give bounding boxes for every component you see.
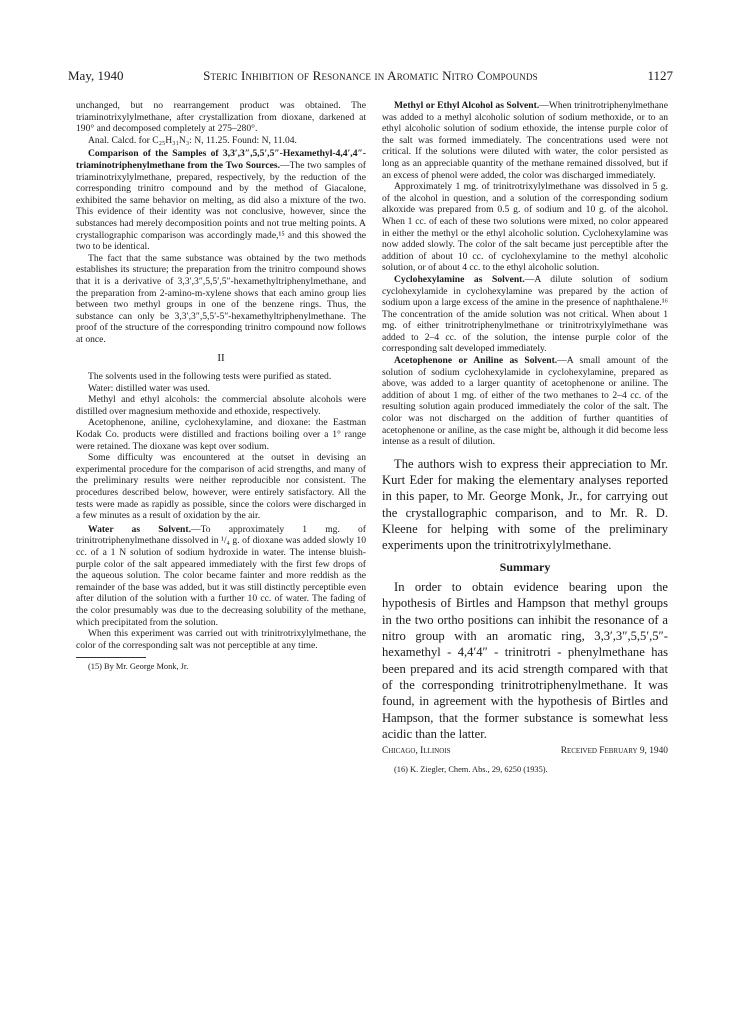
paragraph-text: —A small amount of the solution of sodium cyclohexylamide in cyclohexylamine, prepared as above, was added to a larger quantity of acetophenone or aniline. The addition of about 1 mg. of either of the two methanes to 2–4 cc. of the resulting solution again produced immediately the color of the salt. The color was not discharged on the addition of further quantities of acetophenone or aniline, as the case might be, although it did become less intense as a result of dilution. — [382, 355, 668, 448]
analysis-line: Anal. Calcd. for C₂₅H₃₁N₃: N, 11.25. Found: N, 11.04. — [88, 134, 297, 146]
run-in-heading: Water as Solvent. — [88, 523, 191, 535]
summary-heading: Summary — [499, 559, 551, 574]
paragraph-text: —To approximately 1 mg. of trinitrotriphenylmethane dissolved in ¹/₄ g. of dioxane was added slowly 10 cc. of a 1 N solution of sodium hydroxide in water. The intense bluish-purple color of the salt appeared immediately with the first few drops of the aqueous solution. The color became fainter and more reddish as the remainder of the base was added, but it was still distinctly perceptible even after dilution of the solution with a further 10 cc. of water. The fading of the color presumably was due to the decreasing solubility of the methane, which precipitated from the solution. — [76, 523, 366, 628]
paragraph: Approximately 1 mg. of trinitrotrixylylmethane was dissolved in 5 g. of the alcohol in question, and a solution of the corresponding sodium alkoxide was prepared from 0.5 g. of sodium and 10 g. of the alcohol. When 1 cc. of each of these two solutions were mixed, no color appeared in either the methyl or the ethyl alcoholic solution. Cyclohexylamine was now added slowly. The color of the salt became just perceptible after the addition of about 10 cc. of cyclohexylamine to the methyl alcoholic solution, or of about 4 cc. to the ethyl alcoholic solution. — [382, 181, 668, 274]
paragraph: Some difficulty was encountered at the outset in devising an experimental procedure for the comparison of acid strengths, and many of the preliminary results were neither reproducible nor consistent. The procedures described below, however, were entirely satisfactory. All the tests were made as rapidly as possible, since the colors were discharged in a few minutes as a result of oxidation by the air. — [76, 452, 366, 522]
run-in-heading: Cyclohexylamine as Solvent. — [394, 273, 525, 285]
page-number: 1127 — [647, 68, 673, 83]
footnote: (15) By Mr. George Monk, Jr. — [88, 662, 189, 672]
paragraph: The fact that the same substance was obtained by the two methods establishes its structure; the preparation from the trinitro compound shows that it is a derivative of 3,3′,3″,5,5′,5″-hexamethyltriphenylmethane, and the preparation from 2-amino-m-xylene shows that each amino group lies between two methyl groups in one of the benzene rings. Thus, the substance can only be 3,3′,3″,5,5′-5″-hexamethyltriphenylmethane. The proof of the structure of the corresponding trinitro compound now follows at once. — [76, 252, 366, 345]
paragraph — [382, 100, 668, 181]
header-title: Steric Inhibition of Resonance in Aromatic Nitro Compounds — [203, 68, 538, 83]
paragraph — [76, 524, 366, 628]
paragraph: The solvents used in the following tests were purified as stated. — [88, 371, 332, 383]
run-in-heading: Acetophenone or Aniline as Solvent. — [394, 355, 558, 367]
paragraph: Water: distilled water was used. — [88, 382, 211, 394]
paragraph: unchanged, but no rearrangement product was obtained. The triaminotrixylylmethane, after crystallization from dioxane, darkened at 190° and decomposed completely at 275–280°. — [76, 100, 366, 135]
signature-line — [382, 746, 668, 759]
paragraph: When this experiment was carried out with trinitrotrixylylmethane, the color of the corresponding salt was not perceptible at any time. — [76, 628, 366, 651]
paragraph-text: —The two samples of triaminotrixylylmethane, prepared, respectively, by the reduction of the corresponding trinitro compound and by the method of Giacalone, exhibited the same behavior on melting, as did also a mixture of the two. This evidence of their identity was not conclusive, however, since the substances had merely decomposition points and not true melting points. A crystallographic comparison was accordingly made,¹⁵ and this showed the two to be identical. — [76, 159, 366, 253]
run-in-heading: Comparison of the Samples of 3,3′,3″,5,5′,5″-Hexamethyl-4,4′,4″-triaminotriphenylmethane from the Two Sources. — [76, 148, 366, 171]
footnote-rule — [76, 657, 146, 658]
right-column — [382, 100, 668, 775]
summary-text: In order to obtain evidence bearing upon the hypothesis of Birtles and Hampson that methyl groups in the two ortho positions can inhibit the resonance of a nitro group with an aromatic ring, 3,3′,3″,5,5′,5″-hexamethyl - 4,4′4″ - trinitrotri - phenylmethane has been prepared and its acid strength compared with that of the corresponding trinitrotriphenylmethane. It was found, in agreement with the hypothesis of Birtles and Hampson, that the former substance is somewhat less acidic than the latter. — [382, 580, 668, 741]
paragraph: Acetophenone, aniline, cyclohexylamine, and dioxane: the Eastman Kodak Co. products were distilled and fractions boiling over a 1° range were retained. The dioxane was kept over sodium. — [76, 417, 366, 452]
acknowledgment: The authors wish to express their appreciation to Mr. Kurt Eder for making the elementary analyses reported in this paper, to Mr. George Monk, Jr., for carrying out the crystallographic comparison, and to Mr. R. D. Kleene for helping with some of the preliminary experiments upon the trinitrotrixylylmethane. — [382, 456, 668, 553]
running-header — [68, 68, 673, 86]
sig-received: Received February 9, 1940 — [560, 746, 668, 757]
sig-place: Chicago, Illinois — [382, 746, 451, 757]
left-column — [76, 100, 366, 672]
paragraph: Methyl and ethyl alcohols: the commercial absolute alcohols were distilled over magnesium methoxide and ethoxide, respectively. — [76, 394, 366, 417]
paragraph — [382, 274, 668, 355]
run-in-heading: Methyl or Ethyl Alcohol as Solvent. — [394, 100, 540, 111]
section-heading: II — [217, 352, 225, 365]
header-date: May, 1940 — [68, 68, 124, 83]
paragraph-text: —When trinitrotriphenylmethane was added to a methyl alcoholic solution of sodium methoxide, or to an ethyl alcoholic solution of sodium ethoxide, the intense purple color of the salt was formed immediately. The concentrations used were not critical. If the solutions were diluted with water, the color persisted as long as an appreciable quantity of the methane remained dissolved, but if an excess of phenol were added, the color was discharged immediately. — [382, 100, 668, 181]
paragraph — [382, 355, 668, 448]
footnote: (16) K. Ziegler, Chem. Abs., 29, 6250 (1935). — [394, 765, 548, 775]
paragraph — [76, 148, 366, 252]
paragraph-text: —A dilute solution of sodium cyclohexylamide in cyclohexylamine was prepared by the action of sodium upon a large excess of the amine in the presence of naphthalene.¹⁶ The concentration of the amide solution was not critical. When about 1 mg. of either trinitrotriphenylmethane or trinitrotrixylylmethane was added to 2–4 cc. of the solution, the intense purple color of the corresponding salt developed immediately. — [382, 273, 668, 355]
